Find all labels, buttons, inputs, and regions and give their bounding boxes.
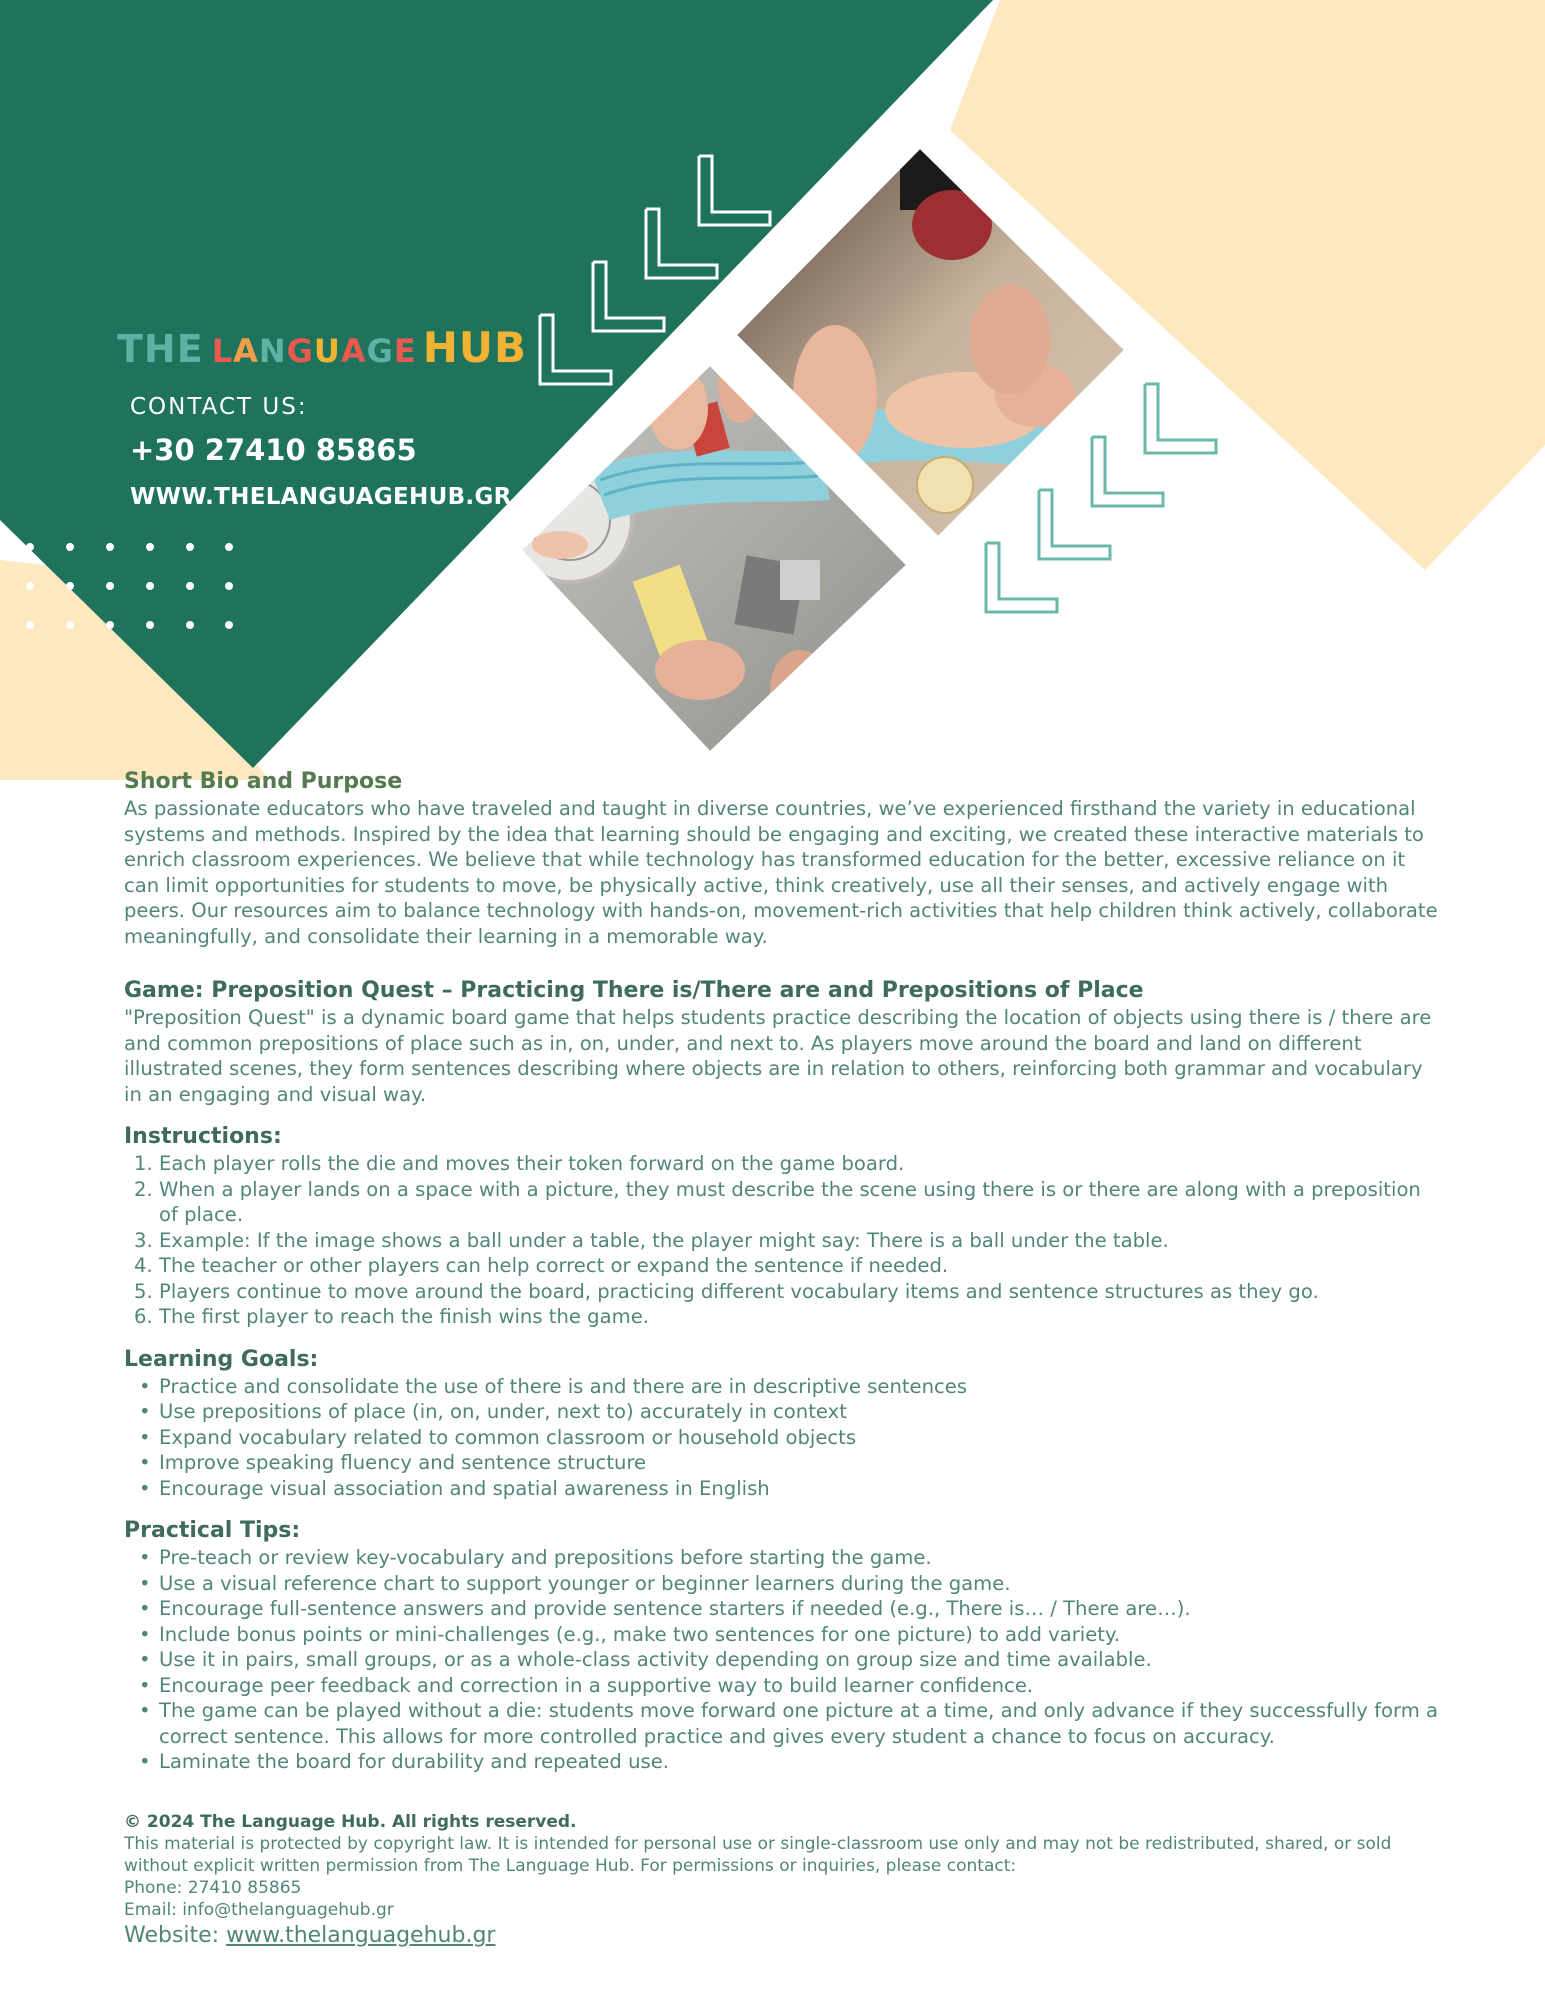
instructions-list: [124, 1151, 1444, 1330]
logo-letter: G: [366, 332, 394, 370]
instruction-number: 6.: [134, 1305, 153, 1328]
instruction-text: Each player rolls the die and moves their token forward on the game board.: [159, 1152, 905, 1175]
logo-word-hub: HUB: [422, 323, 528, 372]
tip-item: • Encourage peer feedback and correction in a supportive way to build learner confidence.: [124, 1673, 1444, 1699]
logo-letter: L: [211, 332, 234, 370]
tip-item: • The game can be played without a die: students move forward one picture at a time, and only advance if they successfully form a correct sentence. This allows for more controlled practice and gives every student a chance to focus on accuracy.: [124, 1698, 1444, 1749]
goal-item: • Encourage visual association and spatial awareness in English: [124, 1476, 1444, 1502]
instruction-text: The teacher or other players can help correct or expand the sentence if needed.: [159, 1254, 949, 1277]
logo-word-the: THE: [117, 327, 204, 371]
game-heading: Game: Preposition Quest – Practicing There is/There are and Prepositions of Place: [124, 978, 1144, 1003]
contact-phone[interactable]: +30 27410 85865: [130, 433, 417, 467]
instruction-item: [124, 1177, 1444, 1228]
copyright-notice: © 2024 The Language Hub. All rights reserved.: [124, 1812, 577, 1832]
header-decoration: [0, 0, 1545, 780]
goals-list: [124, 1374, 1444, 1502]
footer-website: [124, 1921, 1444, 1951]
instruction-text: When a player lands on a space with a picture, they must describe the scene using there is or there are along with a preposition of place.: [159, 1177, 1421, 1226]
footer-website-link[interactable]: www.thelanguagehub.gr: [226, 1923, 496, 1948]
instruction-item: [124, 1151, 1444, 1177]
main-content: [124, 768, 1444, 1791]
goal-item: • Practice and consolidate the use of there is and there are in descriptive sentences: [124, 1374, 1444, 1400]
brand-logo: [117, 322, 528, 374]
contact-website[interactable]: WWW.THELANGUAGEHUB.GR: [130, 484, 512, 510]
bio-text: As passionate educators who have traveled and taught in diverse countries, we’ve experienced firsthand the variety in educational systems and methods. Inspired by the idea that learning should be engaging and exciting, we created these interactive materials to enrich classroom experiences. We believe that while technology has transformed education for the better, excessive reliance on it can limit opportunities for students to move, be physically active, think creatively, use all their senses, and actively engage with peers. Our resources aim to balance technology with hands-on, movement-rich activities that help children think actively, collaborate meaningfully, and consolidate their learning in a memorable way.: [124, 797, 1438, 948]
goal-item: • Expand vocabulary related to common classroom or household objects: [124, 1425, 1444, 1451]
goals-heading: Learning Goals:: [124, 1346, 319, 1372]
footer-phone: Phone: 27410 85865: [124, 1878, 302, 1898]
tip-item: • Pre-teach or review key-vocabulary and prepositions before starting the game.: [124, 1545, 1444, 1571]
copyright-text: This material is protected by copyright law. It is intended for personal use or single-classroom use only and may not be redistributed, shared, or sold without explicit written permission from The Language Hub. For permissions or inquiries, please contact:: [124, 1834, 1392, 1876]
goal-item: • Improve speaking fluency and sentence structure: [124, 1450, 1444, 1476]
instruction-number: 5.: [134, 1279, 153, 1303]
tips-list: [124, 1545, 1444, 1775]
footer: [124, 1811, 1444, 1951]
footer-email: Email: info@thelanguagehub.gr: [124, 1900, 394, 1920]
instruction-item: [124, 1279, 1444, 1305]
instruction-number: 3.: [134, 1228, 153, 1252]
footer-website-label: Website:: [124, 1923, 227, 1948]
instruction-item: [124, 1304, 1444, 1330]
tip-item: • Encourage full-sentence answers and provide sentence starters if needed (e.g., There is… / There are…).: [124, 1596, 1444, 1622]
tips-heading: Practical Tips:: [124, 1518, 301, 1543]
instruction-text: Players continue to move around the board, practicing different vocabulary items and sentence structures as they go.: [159, 1279, 1319, 1303]
instruction-item: [124, 1253, 1444, 1279]
instruction-number: 2.: [134, 1177, 153, 1201]
logo-letter: N: [258, 332, 287, 370]
instruction-number: 1.: [134, 1152, 153, 1175]
goal-item: • Use prepositions of place (in, on, under, next to) accurately in context: [124, 1399, 1444, 1425]
instruction-text: The first player to reach the finish wins the game.: [159, 1305, 649, 1328]
tips-section: [124, 1517, 1444, 1775]
contact-label: CONTACT US:: [130, 394, 308, 420]
logo-word-language: [212, 325, 417, 377]
bio-heading: Short Bio and Purpose: [124, 769, 403, 794]
game-section: [124, 977, 1444, 1107]
logo-letter: A: [340, 332, 367, 370]
instructions-heading: Instructions:: [124, 1124, 282, 1149]
tip-item: • Laminate the board for durability and repeated use.: [124, 1749, 1444, 1775]
instruction-text: Example: If the image shows a ball under a table, the player might say: There is a ball under the table.: [159, 1228, 1169, 1252]
goals-section: [124, 1346, 1444, 1502]
bio-section: [124, 768, 1444, 949]
logo-letter: A: [233, 332, 259, 370]
game-text: "Preposition Quest" is a dynamic board game that helps students practice describing the location of objects using there is / there are and common prepositions of place such as in, on, under, and next to. As players move around the board and land on different illustrated scenes, they form sentences describing where objects are in relation to others, reinforcing both grammar and vocabulary in an engaging and visual way.: [124, 1006, 1432, 1106]
tip-item: • Use it in pairs, small groups, or as a whole-class activity depending on group size and time available.: [124, 1647, 1444, 1673]
logo-letter: E: [393, 332, 417, 370]
tip-item: • Use a visual reference chart to support younger or beginner learners during the game.: [124, 1571, 1444, 1597]
instruction-number: 4.: [134, 1254, 153, 1277]
tip-item: • Include bonus points or mini-challenges (e.g., make two sentences for one picture) to add variety.: [124, 1622, 1444, 1648]
instructions-section: [124, 1123, 1444, 1330]
logo-letter: G: [286, 332, 314, 370]
instruction-item: [124, 1228, 1444, 1254]
logo-letter: U: [313, 332, 341, 370]
